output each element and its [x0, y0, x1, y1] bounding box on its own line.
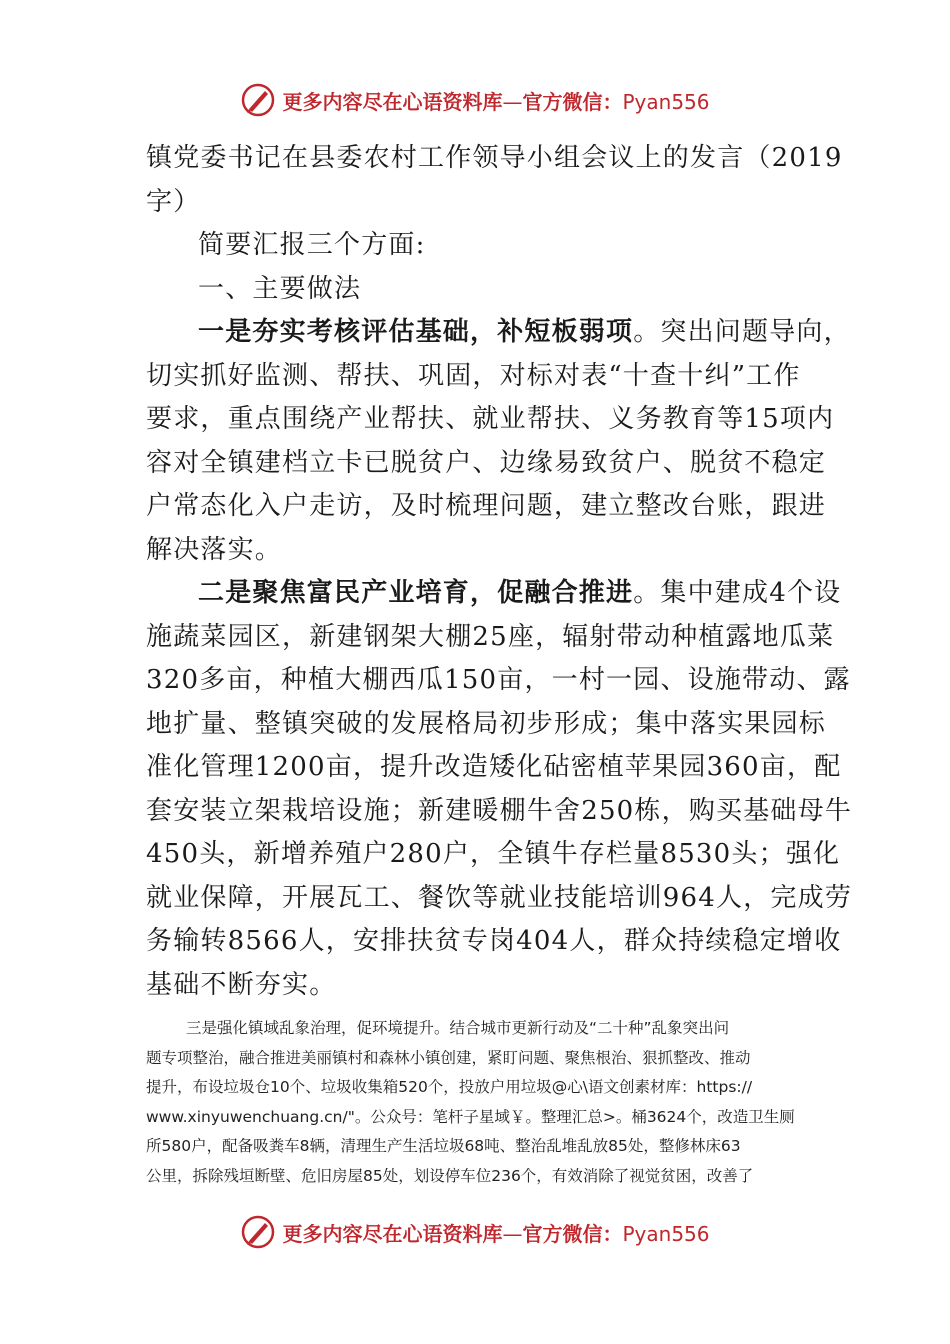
pen-logo-icon — [240, 82, 276, 118]
para1-first-line — [146, 311, 851, 355]
para2-lead: 二是聚焦富民产业培育，促融合推进 — [198, 578, 634, 608]
banner-slogan: 更多内容尽在心语资料库 — [282, 89, 503, 114]
para1-line: 容对全镇建档立卡已脱贫户、边缘易致贫户、脱贫不稳定 — [146, 447, 827, 478]
banner-label: 官方微信： — [522, 89, 623, 114]
para3-line: 提升，布设垃圾仓10个、垃圾收集箱520个，投放户用垃圾@心\语文创素材库：https:// — [146, 1078, 753, 1096]
pen-logo-icon — [240, 1214, 276, 1250]
section-heading: 一、主要做法 — [198, 273, 362, 304]
banner-slogan: 更多内容尽在心语资料库 — [282, 1221, 503, 1246]
footer-banner — [0, 1212, 950, 1252]
doc-title-cont: 字） — [146, 186, 201, 217]
para1-lead: 一是夯实考核评估基础，补短板弱项 — [198, 317, 634, 347]
para3-line: 公里，拆除残垣断壁、危旧房屋85处，划设停车位236个，有效消除了视觉贫困，改善了 — [146, 1166, 754, 1185]
banner-label: 官方微信： — [522, 1221, 623, 1246]
intro-text: 简要汇报三个方面: — [198, 230, 426, 260]
para2-line: 准化管理1200亩，提升改造矮化砧密植苹果园360亩，配 — [146, 752, 842, 782]
para3-line: www.xinyuwenchuang.cn/"。公众号：笔杆子星域￥。整理汇总>。桶3624个，改造卫生厕 — [146, 1107, 795, 1126]
para2-line: 就业保障，开展瓦工、餐饮等就业技能培训964人，完成劳 — [146, 882, 853, 913]
para2-line: 320多亩，种植大棚西瓜150亩，一村一园、设施带动、露 — [146, 665, 851, 695]
para1-line: 。突出问题导向， — [633, 317, 851, 347]
para2-line: 。集中建成4个设 — [633, 578, 842, 608]
para2-line: 450头，新增养殖户280户，全镇牛存栏量8530头；强化 — [146, 839, 841, 869]
para1-line: 解决落实。 — [146, 534, 283, 565]
para2-line: 基础不断夯实。 — [146, 969, 337, 1000]
banner-text — [282, 86, 709, 115]
para2-line: 套安装立架栽培设施；新建暖棚牛舍250栋，购买基础母牛 — [146, 795, 853, 826]
banner-dash: — — [502, 1221, 523, 1246]
para1-line: 户常态化入户走访，及时梳理问题，建立整改台账，跟进 — [146, 491, 827, 521]
para3-line: 三是强化镇域乱象治理，促环境提升。结合城市更新行动及“二十种”乱象突出问 — [186, 1019, 730, 1037]
banner-wechat-id: Pyan556 — [622, 89, 710, 114]
banner-text — [282, 1218, 709, 1247]
banner-wechat-id: Pyan556 — [622, 1221, 710, 1246]
doc-title: 镇党委书记在县委农村工作领导小组会议上的发言（2019 — [146, 143, 843, 173]
para2-first-line — [146, 572, 842, 616]
para2-line: 施蔬菜园区，新建钢架大棚25座，辐射带动种植露地瓜菜 — [146, 621, 835, 652]
para3-line: 题专项整治，融合推进美丽镇村和森林小镇创建，紧盯问题、聚焦根治、狠抓整改、推动 — [146, 1048, 751, 1067]
para1-line: 切实抓好监测、帮扶、巩固，对标对表“十查十纠”工作 — [146, 360, 801, 391]
para1-line: 要求，重点围绕产业帮扶、就业帮扶、义务教育等15项内 — [146, 404, 835, 434]
para2-line: 地扩量、整镇突破的发展格局初步形成；集中落实果园标 — [146, 708, 827, 739]
document-body — [146, 137, 853, 1007]
banner-dash: — — [502, 89, 523, 114]
para3-block — [146, 1014, 816, 1191]
header-banner — [0, 80, 950, 120]
para3-line: 所580户，配备吸粪车8辆，清理生产生活垃圾68吨、整治乱堆乱放85处，整修林床63 — [146, 1137, 741, 1155]
para2-line: 务输转8566人，安排扶贫专岗404人，群众持续稳定增收 — [146, 926, 842, 956]
